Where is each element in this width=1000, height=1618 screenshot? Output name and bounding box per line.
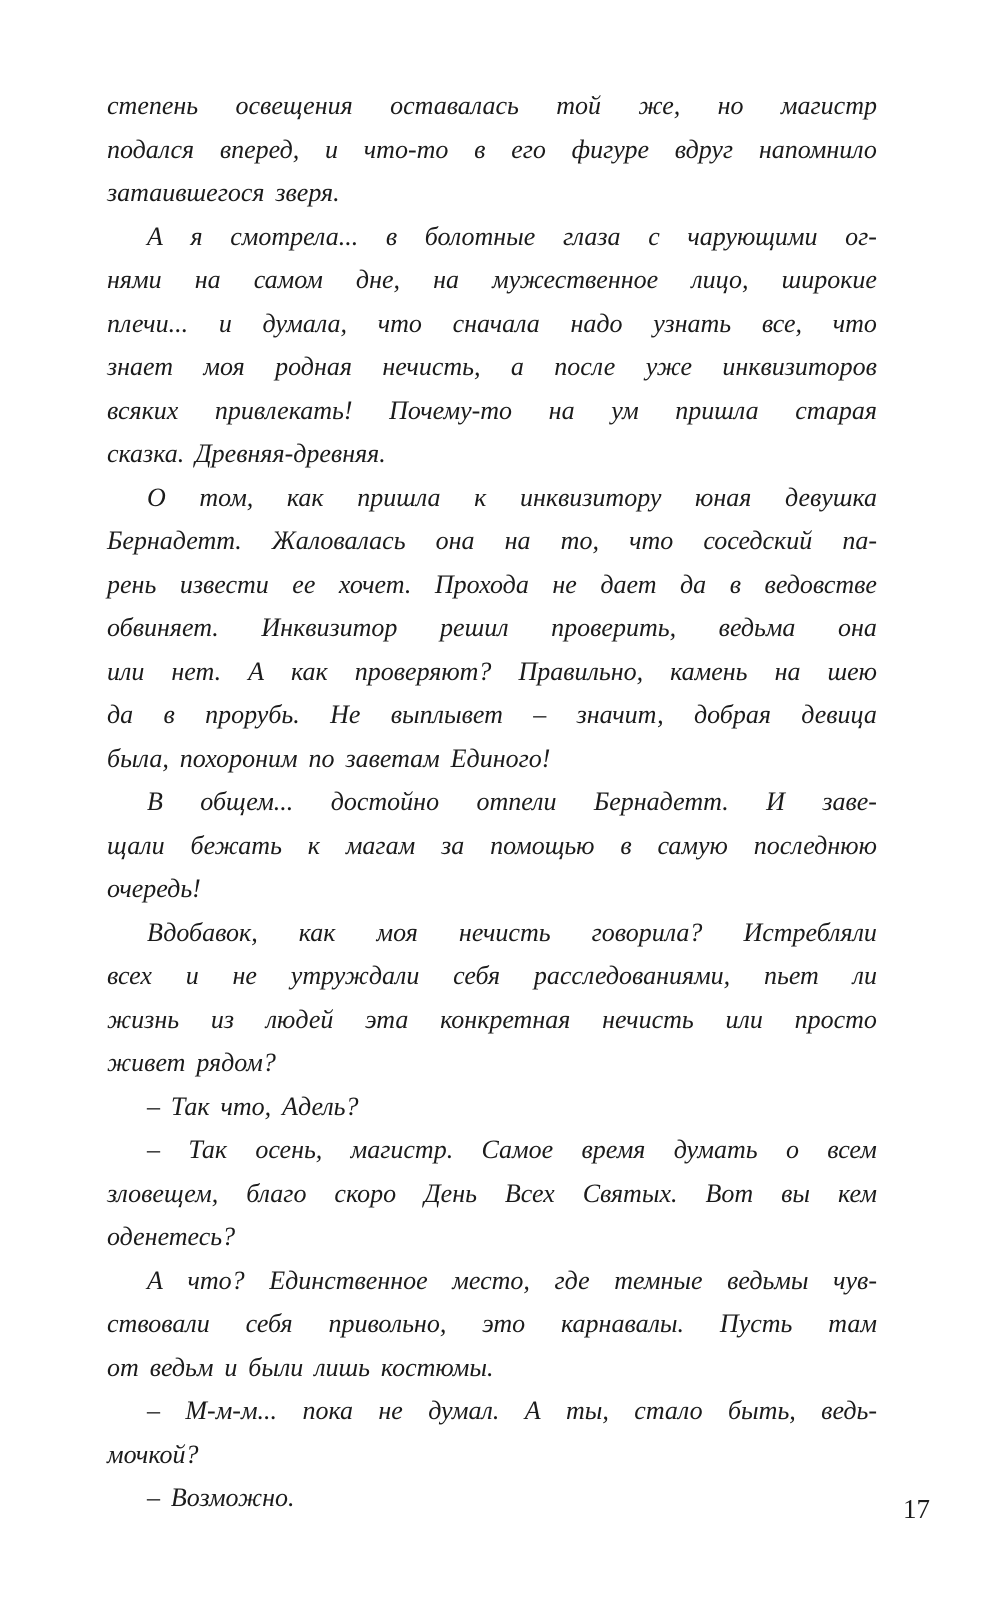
text-line: всех и не утруждали себя расследованиями, пьет ли (107, 961, 877, 990)
text-line: очередь! (107, 874, 201, 903)
text-line: Вдобавок, как моя нечисть говорила? Истребляли (147, 917, 877, 947)
text-line: В общем... достойно отпели Бернадетт. И заве- (147, 787, 877, 816)
text-line: Бернадетт. Жаловалась она на то, что соседский па- (107, 526, 877, 555)
text-line: А что? Единственное место, где темные ведьмы чув- (147, 1265, 877, 1295)
text-line: подался вперед, и что-то в его фигуре вдруг напомнило (107, 134, 877, 164)
text-line: – Так осень, магистр. Самое время думать о всем (147, 1135, 877, 1164)
text-line: оденетесь? (107, 1222, 236, 1251)
text-line: зловещем, благо скоро День Всех Святых. Вот вы кем (107, 1178, 877, 1208)
text-line: жизнь из людей эта конкретная нечисть или просто (107, 1004, 877, 1034)
text-line: обвиняет. Инквизитор решил проверить, ведьма она (107, 613, 877, 642)
text-line: – М-м-м... пока не думал. А ты, стало быть, ведь- (147, 1396, 877, 1425)
text-line: да в прорубь. Не выплывет – значит, добрая девица (107, 700, 877, 729)
text-line: ствовали себя привольно, это карнавалы. Пусть там (107, 1309, 877, 1338)
text-line: или нет. А как проверяют? Правильно, камень на шею (107, 656, 877, 686)
text-line: А я смотрела... в болотные глаза с чарующими ог- (147, 221, 877, 251)
body-text (107, 84, 877, 1520)
text-line: мочкой? (107, 1439, 199, 1469)
text-line: степень освещения оставалась той же, но магистр (107, 91, 877, 120)
text-line: рень извести ее хочет. Прохода не дает да в ведовстве (107, 569, 877, 599)
text-line: щали бежать к магам за помощью в самую последнюю (107, 830, 877, 860)
text-line: сказка. Древняя-древняя. (107, 439, 386, 468)
text-line: – Возможно. (147, 1483, 295, 1512)
text-line: плечи... и думала, что сначала надо узнать все, что (107, 308, 877, 338)
text-line: живет рядом? (107, 1048, 276, 1077)
text-line: – Так что, Адель? (147, 1091, 359, 1121)
page-number: 17 (903, 1494, 930, 1524)
text-line: была, похороним по заветам Единого! (107, 743, 551, 773)
text-line: затаившегося зверя. (107, 178, 340, 207)
text-line: О том, как пришла к инквизитору юная девушка (147, 482, 877, 512)
text-line: от ведьм и были лишь костюмы. (107, 1352, 494, 1382)
text-line: всяких привлекать! Почему-то на ум пришла старая (107, 395, 877, 425)
text-line: знает моя родная нечисть, а после уже инквизиторов (107, 352, 877, 381)
text-line: нями на самом дне, на мужественное лицо, широкие (107, 265, 877, 294)
